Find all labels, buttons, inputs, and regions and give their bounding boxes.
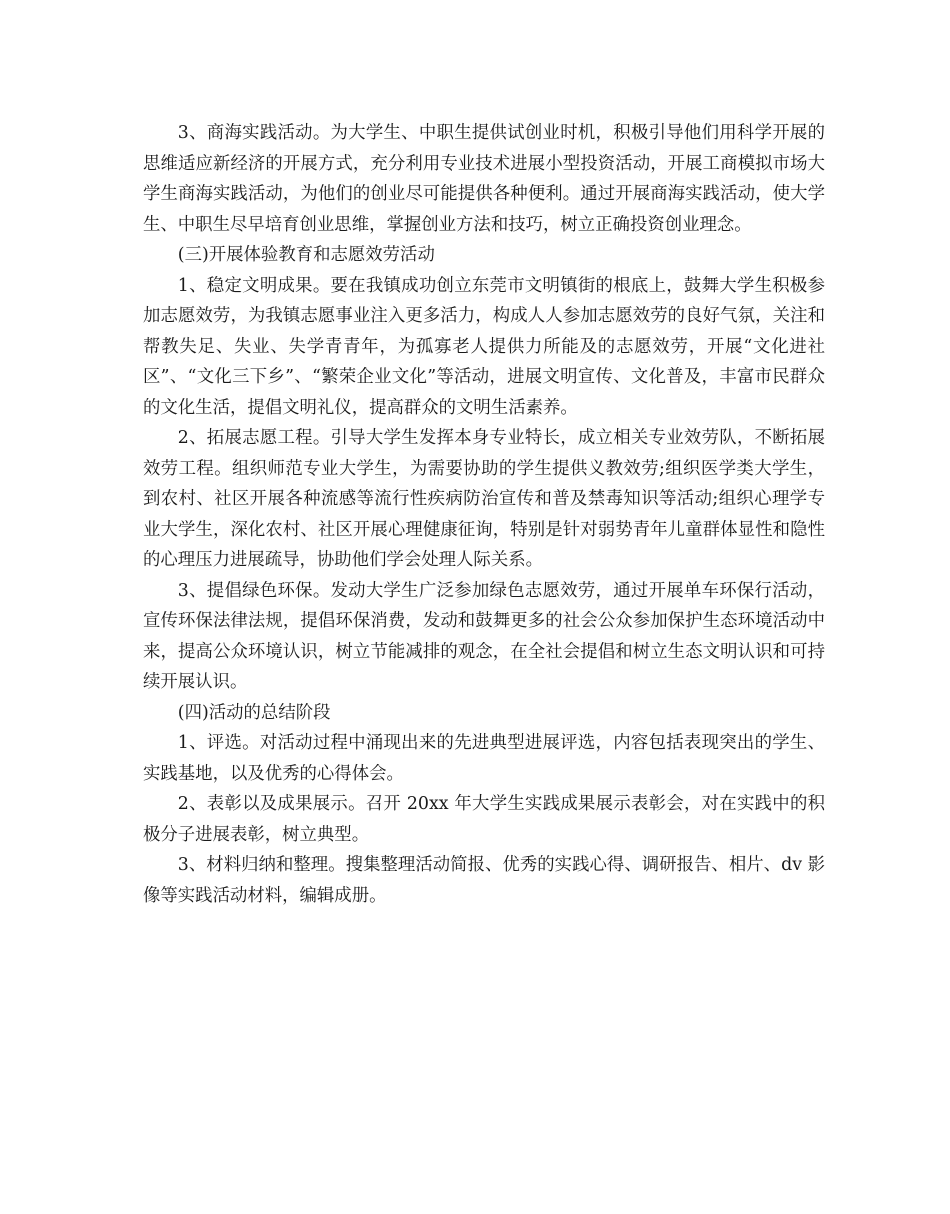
- paragraph-materials: 3、材料归纳和整理。搜集整理活动简报、优秀的实践心得、调研报告、相片、dv 影像等实践活动材料，编辑成册。: [143, 855, 825, 906]
- section-heading-volunteer: (三)开展体验教育和志愿效劳活动: [177, 245, 435, 265]
- paragraph-business-practice: 3、商海实践活动。为大学生、中职生提供试创业时机，积极引导他们用科学开展的思维适应新经济的开展方式，充分利用专业技术进展小型投资活动，开展工商模拟市场大学生商海实践活动，为他们的创业尽可能提供各种便利。通过开展商海实践活动，使大学生、中职生尽早培育创业思维，掌握创业方法和技巧，树立正确投资创业理念。: [143, 123, 825, 235]
- document-body: [143, 118, 825, 911]
- section-heading-summary: (四)活动的总结阶段: [177, 702, 331, 723]
- paragraph-commendation: 2、表彰以及成果展示。召开 20xx 年大学生实践成果展示表彰会，对在实践中的积极分子进展表彰，树立典型。: [143, 794, 825, 845]
- paragraph-selection: 1、评选。对活动过程中涌现出来的先进典型进展评选，内容包括表现突出的学生、实践基地，以及优秀的心得体会。: [143, 733, 825, 784]
- paragraph-volunteer-projects: 2、拓展志愿工程。引导大学生发挥本身专业特长，成立相关专业效劳队，不断拓展效劳工程。组织师范专业大学生，为需要协助的学生提供义教效劳;组织医学类大学生，到农村、社区开展各种流感等流行性疾病防治宣传和普及禁毒知识等活动;组织心理学专业大学生，深化农村、社区开展心理健康征询，特别是针对弱势青年儿童群体显性和隐性的心理压力进展疏导，协助他们学会处理人际关系。: [143, 428, 825, 570]
- paragraph-green-environment: 3、提倡绿色环保。发动大学生广泛参加绿色志愿效劳，通过开展单车环保行活动，宣传环保法律法规，提倡环保消费，发动和鼓舞更多的社会公众参加保护生态环境活动中来，提高公众环境认识，树立节能减排的观念，在全社会提倡和树立生态文明认识和可持续开展认识。: [143, 580, 825, 692]
- paragraph-civilization: 1、稳定文明成果。要在我镇成功创立东莞市文明镇街的根底上，鼓舞大学生积极参加志愿效劳，为我镇志愿事业注入更多活力，构成人人参加志愿效劳的良好气氛，关注和帮教失足、失业、失学青青年，为孤寡老人提供力所能及的志愿效劳，开展“文化进社区”、“文化三下乡”、“繁荣企业文化”等活动，进展文明宣传、文化普及，丰富市民群众的文化生活，提倡文明礼仪，提高群众的文明生活素养。: [143, 275, 825, 418]
